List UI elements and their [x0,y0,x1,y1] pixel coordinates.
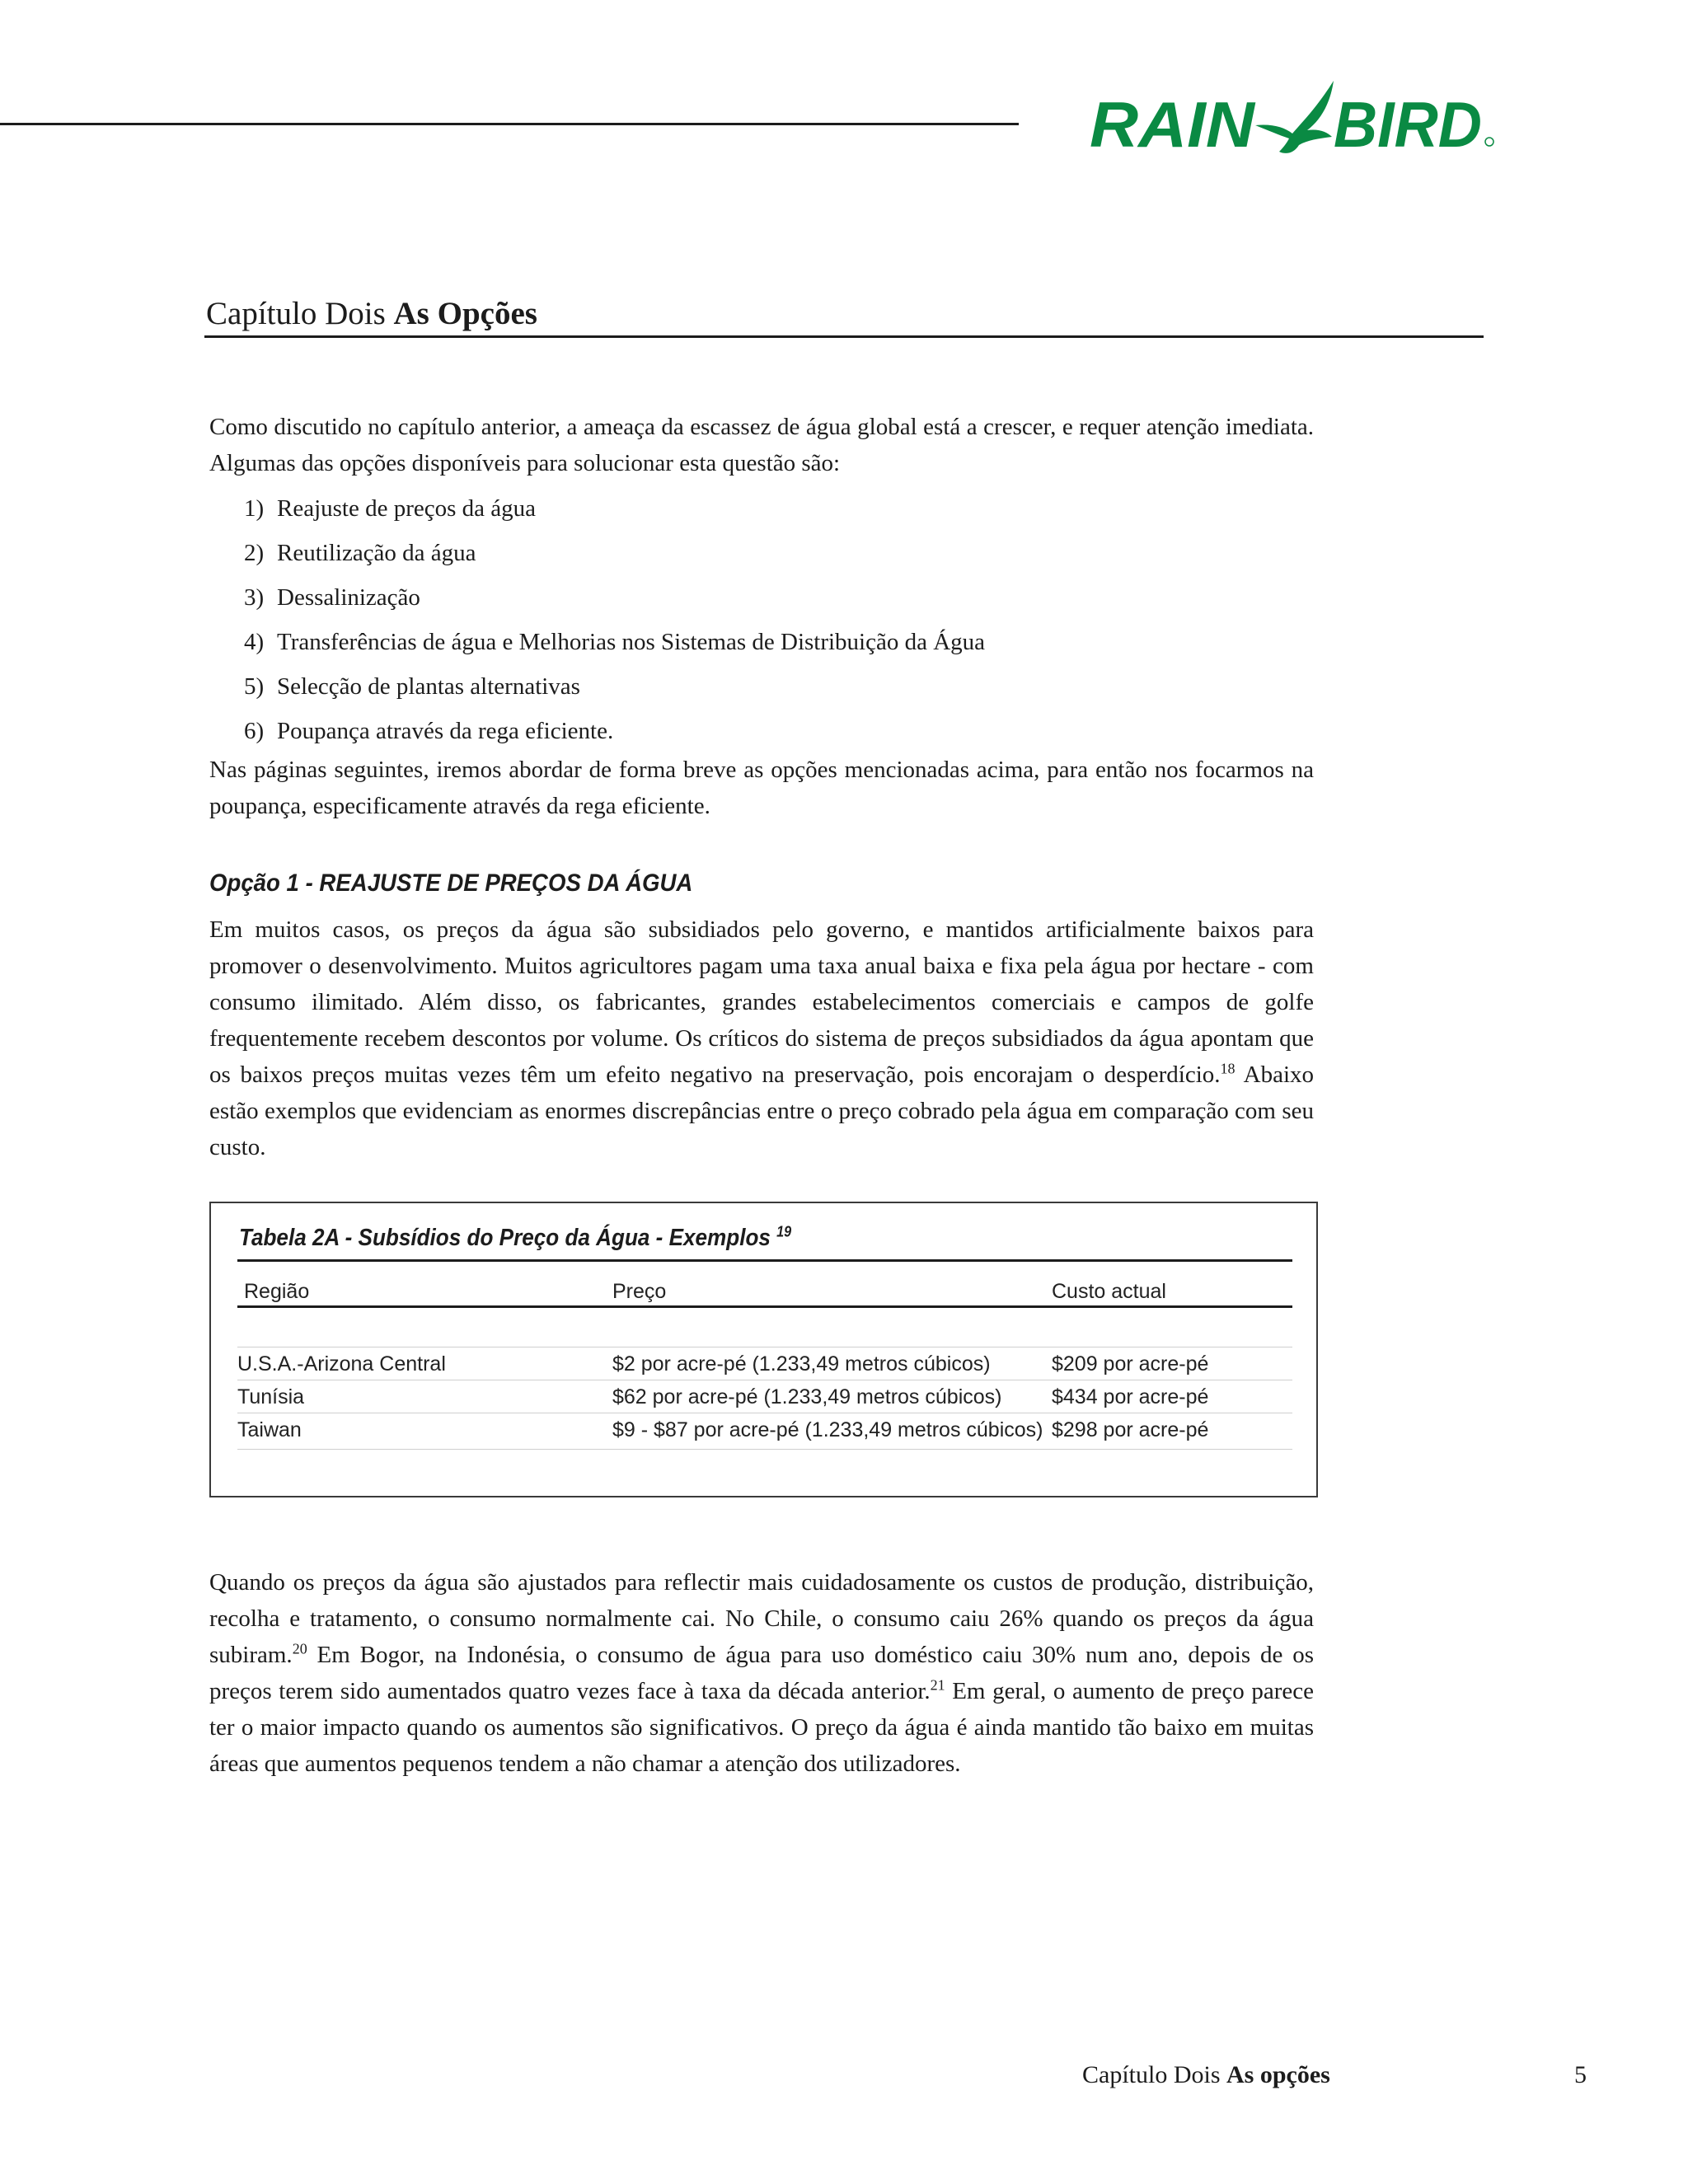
subsidy-table [209,1202,1318,1497]
option1-heading: Opção 1 - REAJUSTE DE PREÇOS DA ÁGUA [209,869,693,897]
svg-text:RAIN: RAIN [1090,88,1256,157]
options-list [244,486,985,753]
page-number: 5 [1574,2061,1587,2088]
table-cell: $209 por acre-pé [1052,1352,1209,1376]
table-top-rule [237,1259,1292,1262]
column-header-price: Preço [612,1280,667,1303]
footnote-ref: 20 [292,1640,307,1657]
table-header-rule [237,1305,1292,1308]
chapter-title: Capítulo Dois As Opções [206,296,537,331]
list-item: 4) Transferências de água e Melhorias nos Sistemas de Distribuição da Água [244,629,986,655]
intro-paragraph: Como discutido no capítulo anterior, a ameaça da escassez de água global está a crescer, e requer atenção imediata. Algumas das opções disponíveis para solucionar esta questão são: [209,414,1314,476]
chapter-rule [204,335,1484,338]
table-cell: U.S.A.-Arizona Central [237,1352,446,1376]
column-header-region: Região [244,1280,310,1303]
bird-icon [1255,81,1334,153]
list-item: 3) Dessalinização [244,584,420,611]
list-item: 5) Selecção de plantas alternativas [244,673,580,700]
table-cell: $2 por acre-pé (1.233,49 metros cúbicos) [612,1352,991,1376]
table-cell: $9 - $87 por acre-pé (1.233,49 metros cúbicos) [612,1418,1043,1441]
rain-bird-logo-graphic [1086,74,1498,157]
list-item: 2) Reutilização da água [244,540,476,566]
page-footer: Capítulo Dois As opções [1082,2061,1330,2088]
table-cell: Taiwan [237,1418,302,1441]
column-header-cost: Custo actual [1052,1280,1166,1303]
table-cell: $62 por acre-pé (1.233,49 metros cúbicos) [612,1385,1002,1408]
list-item: 6) Poupança através da rega eficiente. [244,718,614,744]
option1-paragraph: Em muitos casos, os preços da água são subsidiados pelo governo, e mantidos artificialmente baixos para promover o desenvolvimento. Muitos agricultores pagam uma taxa anual baixa e fixa pela água por hectare - com consumo ilimitado. Além disso, os fabricantes, grandes estabelecimentos comerciais e campos de golfe frequentemente recebem descontos por volume. Os críticos do sistema de preços subsidiados da água apontam que os baixos preços muitas vezes têm um efeito negativo na preservação, pois encorajam o desperdício.$^{18}$ Abaixo estão exemplos que evidenciam as enormes discrepâncias entre o preço cobrado pela água em comparação com seu custo. [209,916,1314,1160]
table-cell: $434 por acre-pé [1052,1385,1209,1408]
table-cell: $298 por acre-pé [1052,1418,1209,1441]
table-cell: Tunísia [237,1385,305,1408]
table-bottom-rule [237,1449,1292,1450]
footnote-ref: 18 [1220,1060,1236,1077]
closing-paragraph: Quando os preços da água são ajustados para reflectir mais cuidadosamente os custos de produção, distribuição, recolha e tratamento, o consumo normalmente cai. No Chile, o consumo caiu 26% quando os preços da água subiram.$^{20}$ Em Bogor, na Indonésia, o consumo de água para uso doméstico caiu 30% num ano, depois de os preços terem sido aumentados quatro vezes face à taxa da década anterior.$^{21}$ Em geral, o aumento de preço parece ter o maior impacto quando os aumentos são significativos. O preço da água é ainda mantido tão baixo em muitas áreas que aumentos pequenos tendem a não chamar a atenção dos utilizadores. [209,1569,1314,1777]
rain-bird-logo [1086,74,1498,157]
svg-text:BIRD: BIRD [1334,88,1482,157]
table-title: Tabela 2A - Subsídios do Preço da Água - Exemplos $^{19}$ [239,1223,792,1251]
footnote-ref: 19 [776,1223,792,1240]
list-item: 1) Reajuste de preços da água [244,495,537,522]
header-rule [0,123,1019,125]
footnote-ref: 21 [930,1676,945,1694]
after-list-paragraph: Nas páginas seguintes, iremos abordar de forma breve as opções mencionadas acima, para então nos focarmos na poupança, especificamente através da rega eficiente. [209,757,1314,819]
